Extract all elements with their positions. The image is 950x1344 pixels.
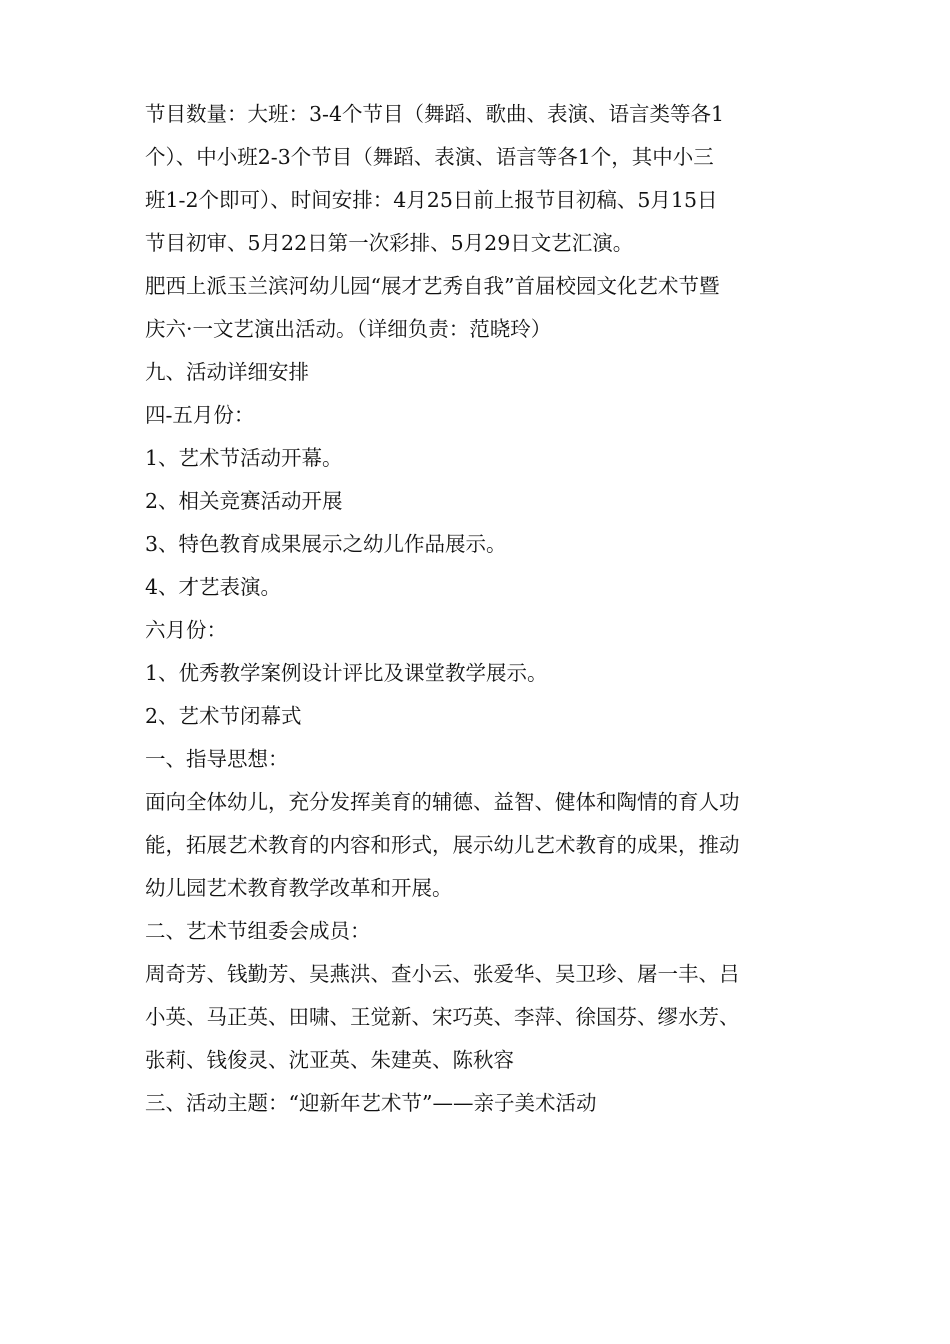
text-line: 1、艺术节活动开幕。 xyxy=(145,446,343,470)
paragraph xyxy=(145,480,815,523)
text-line: 面向全体幼儿，充分发挥美育的辅德、益智、健体和陶情的育人功 xyxy=(145,790,740,814)
text-line: 六月份： xyxy=(145,618,227,642)
paragraph xyxy=(145,953,815,1082)
paragraph xyxy=(145,910,815,953)
text-line: 幼儿园艺术教育教学改革和开展。 xyxy=(145,876,453,900)
text-line: 肥西上派玉兰滨河幼儿园“展才艺秀自我”首届校园文化艺术节暨 xyxy=(145,274,720,298)
text-line: 三、活动主题：“迎新年艺术节”——亲子美术活动 xyxy=(145,1091,597,1115)
document-body xyxy=(145,93,815,1125)
paragraph xyxy=(145,695,815,738)
text-line: 节目数量：大班：3-4个节目（舞蹈、歌曲、表演、语言类等各1 xyxy=(145,102,725,126)
text-line: 个）、中小班2-3个节目（舞蹈、表演、语言等各1个，其中小三 xyxy=(145,145,714,169)
paragraph xyxy=(145,609,815,652)
paragraph xyxy=(145,1082,815,1125)
paragraph xyxy=(145,394,815,437)
text-line: 二、艺术节组委会成员： xyxy=(145,919,371,943)
text-line: 4、才艺表演。 xyxy=(145,575,282,599)
paragraph xyxy=(145,351,815,394)
text-line: 1、优秀教学案例设计评比及课堂教学展示。 xyxy=(145,661,548,685)
paragraph xyxy=(145,738,815,781)
text-line: 张莉、钱俊灵、沈亚英、朱建英、陈秋容 xyxy=(145,1048,514,1072)
text-line: 3、特色教育成果展示之幼儿作品展示。 xyxy=(145,532,507,556)
paragraph xyxy=(145,93,815,265)
text-line: 九、活动详细安排 xyxy=(145,360,309,384)
paragraph xyxy=(145,265,815,351)
text-line: 周奇芳、钱勤芳、吴燕洪、查小云、张爱华、吴卫珍、屠一丰、吕 xyxy=(145,962,740,986)
text-line: 2、艺术节闭幕式 xyxy=(145,704,302,728)
text-line: 小英、马正英、田啸、王觉新、宋巧英、李萍、徐国芬、缪水芳、 xyxy=(145,1005,740,1029)
paragraph xyxy=(145,523,815,566)
paragraph xyxy=(145,652,815,695)
paragraph xyxy=(145,437,815,480)
text-line: 2、相关竞赛活动开展 xyxy=(145,489,343,513)
text-line: 四-五月份： xyxy=(145,403,255,427)
paragraph xyxy=(145,781,815,910)
text-line: 班1-2个即可）、时间安排：4月25日前上报节目初稿、5月15日 xyxy=(145,188,718,212)
paragraph xyxy=(145,566,815,609)
text-line: 一、指导思想： xyxy=(145,747,289,771)
text-line: 庆六·一文艺演出活动。（详细负责：范晓玲） xyxy=(145,317,552,341)
text-line: 节目初审、5月22日第一次彩排、5月29日文艺汇演。 xyxy=(145,231,634,255)
text-line: 能，拓展艺术教育的内容和形式，展示幼儿艺术教育的成果，推动 xyxy=(145,833,740,857)
